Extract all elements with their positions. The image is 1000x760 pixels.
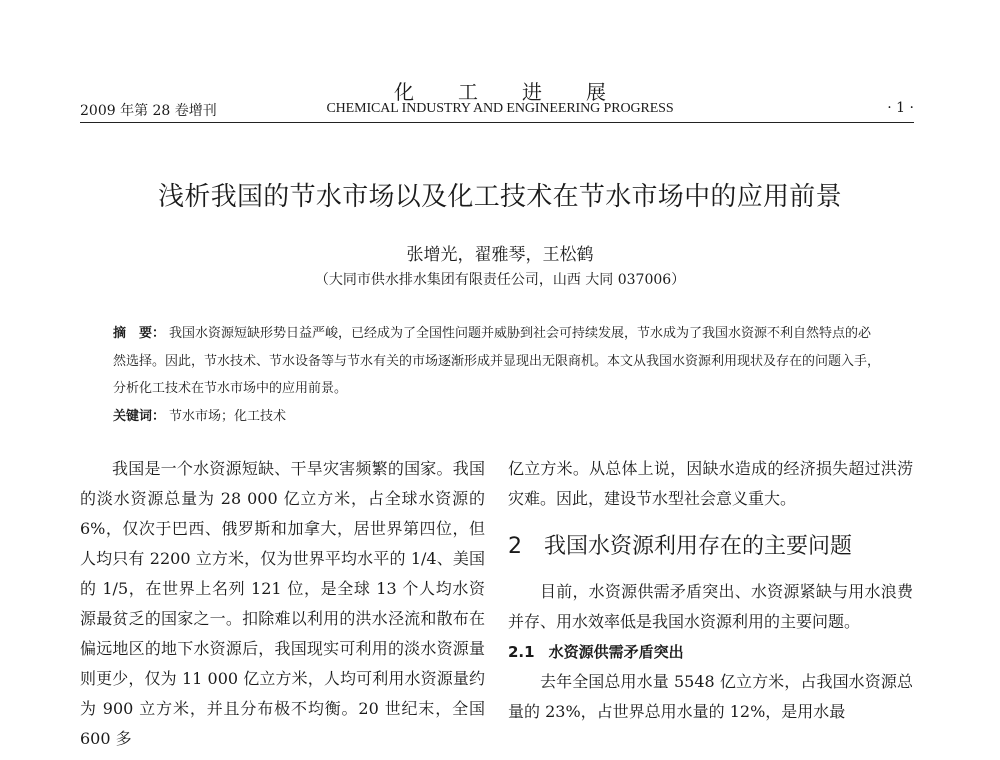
- section-2-1-number: 2.1: [508, 643, 535, 661]
- keywords-label: 关键词：: [113, 408, 166, 424]
- section-2-1-paragraph: 去年全国总用水量 5548 亿立方米，占我国水资源总量的 23%，占世界总用水量的 12%，是用水最: [508, 672, 913, 721]
- header-rule: [80, 122, 914, 123]
- keywords-text: 节水市场；化工技术: [169, 408, 287, 424]
- journal-title-en: CHEMICAL INDUSTRY AND ENGINEERING PROGRESS: [326, 101, 674, 116]
- author-list: 张增光，翟雅琴，王松鹤: [406, 245, 594, 265]
- issue-info: 2009 年第 28 卷增刊: [80, 103, 217, 119]
- abstract: [113, 320, 881, 403]
- section-2-number: 2: [508, 534, 522, 559]
- body-column-right: [508, 454, 913, 727]
- section-2-1-title: 水资源供需矛盾突出: [548, 643, 684, 661]
- abstract-text: 我国水资源短缺形势日益严峻，已经成为了全国性问题并威胁到社会可持续发展，节水成为了我国水资源不利自然特点的必然选择。因此，节水技术、节水设备等与节水有关的市场逐渐形成并显现出无限商机。本文从我国水资源利用现状及存在的问题入手，分析化工技术在节水市场中的应用前景。: [113, 326, 881, 396]
- journal-title-cn: 化工进展: [394, 80, 650, 104]
- section-2-paragraph: 目前，水资源供需矛盾突出、水资源紧缺与用水浪费并存、用水效率低是我国水资源利用的主要问题。: [508, 582, 913, 631]
- abstract-block: [113, 320, 881, 430]
- section-2-title: 我国水资源利用存在的主要问题: [544, 534, 853, 559]
- paper-title: 浅析我国的节水市场以及化工技术在节水市场中的应用前景: [158, 182, 842, 212]
- abstract-label: 摘 要：: [113, 326, 166, 341]
- page-number: · 1 ·: [887, 100, 914, 116]
- affiliation: （大同市供水排水集团有限责任公司，山西 大同 037006）: [314, 272, 686, 288]
- intro-paragraph: 我国是一个水资源短缺、干旱灾害频繁的国家。我国的淡水资源总量为 28 000 亿立方米，占全球水资源的 6%，仅次于巴西、俄罗斯和加拿大，居世界第四位，但人均只有 2200 立方米，仅为世界平均水平的 1/4、美国的 1/5，在世界上名列 121 位，是全球 13 个人均水资源最贫乏的国家之一。扣除难以利用的洪水泾流和散布在偏远地区的地下水资源后，我国现实可利用的淡水资源量则更少，仅为 11 000 亿立方米，人均可利用水资源量约为 900 立方米，并且分布极不均衡。20 世纪末，全国 600 多: [80, 459, 485, 748]
- section-2-heading: [508, 531, 913, 563]
- section-2-1-heading: [508, 637, 913, 667]
- keywords: [113, 403, 881, 431]
- continued-paragraph: 亿立方米。从总体上说，因缺水造成的经济损失超过洪涝灾难。因此，建设节水型社会意义重大。: [508, 459, 913, 508]
- body-column-left: [80, 454, 485, 760]
